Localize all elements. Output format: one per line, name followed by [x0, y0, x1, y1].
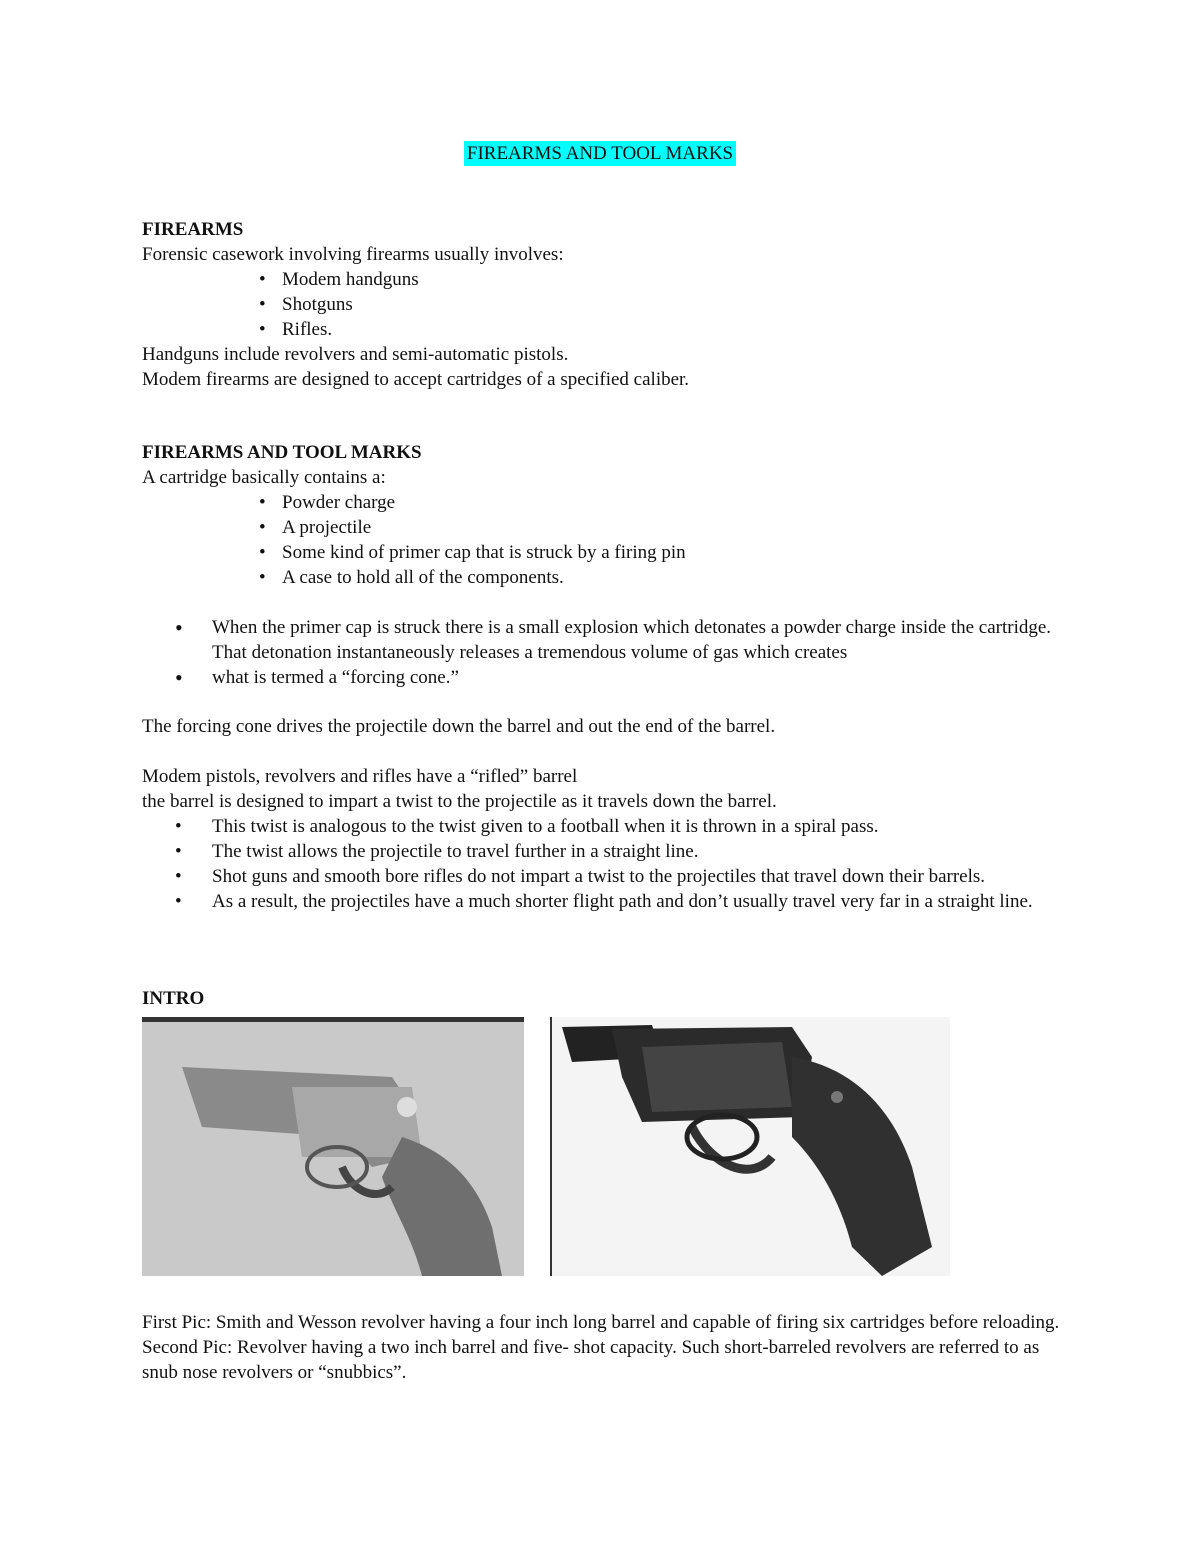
paragraph: The forcing cone drives the projectile down the barrel and out the end of the barrel.	[142, 716, 776, 737]
list-item: • Some kind of primer cap that is struck by a firing pin	[142, 540, 1062, 565]
paragraph: Modem pistols, revolvers and rifles have a “rifled” barrel	[142, 766, 578, 787]
list-item: • A projectile	[142, 515, 1062, 540]
list-item: • As a result, the projectiles have a much shorter flight path and don’t usually travel very far in a straight line.	[142, 889, 1042, 914]
paragraph-forcing	[142, 714, 1062, 739]
list-item: • Powder charge	[142, 490, 1062, 515]
bullet-list	[142, 490, 1062, 590]
list-item: • Shot guns and smooth bore rifles do not impart a twist to the projectiles that travel down their barrels.	[142, 864, 1042, 889]
image-caption: First Pic: Smith and Wesson revolver having a four inch long barrel and capable of firing six cartridges before reloading. Second Pic: Revolver having a two inch barrel and five- shot capacity. Such short-barreled revolvers are referred to as snub nose revolvers or “snubbics”.	[142, 1312, 1060, 1383]
bullet-list	[142, 814, 1062, 914]
rifled-section	[142, 764, 1062, 914]
paragraph: Modem firearms are designed to accept cartridges of a specified caliber.	[142, 369, 690, 390]
section-intro	[142, 986, 1062, 1011]
section-firearms	[142, 217, 1062, 392]
paragraph: A cartridge basically contains a:	[142, 467, 386, 488]
list-item: • Rifles.	[142, 317, 1062, 342]
paragraph: Handguns include revolvers and semi-automatic pistols.	[142, 344, 569, 365]
list-item: • what is termed a “forcing cone.”	[142, 665, 1062, 690]
page-title: FIREARMS AND TOOL MARKS	[464, 141, 736, 166]
bullet-list	[142, 267, 1062, 342]
section-heading: INTRO	[142, 988, 205, 1009]
paragraph: Forensic casework involving firearms usually involves:	[142, 244, 564, 265]
revolver-image-1	[142, 1017, 524, 1276]
bullet-list	[142, 615, 1062, 690]
revolver-photo-1	[142, 1017, 524, 1276]
section-heading: FIREARMS AND TOOL MARKS	[142, 442, 422, 463]
title-container	[0, 141, 1200, 166]
list-item: • The twist allows the projectile to travel further in a straight line.	[142, 839, 1062, 864]
list-item: • This twist is analogous to the twist given to a football when it is thrown in a spiral pass.	[142, 814, 1062, 839]
section-heading: FIREARMS	[142, 219, 244, 240]
list-item: • Modem handguns	[142, 267, 1062, 292]
section-tool-marks	[142, 440, 1062, 590]
list-item: • Shotguns	[142, 292, 1062, 317]
list-item: • A case to hold all of the components.	[142, 565, 1062, 590]
primer-bullets	[142, 615, 1062, 690]
paragraph: the barrel is designed to impart a twist to the projectile as it travels down the barrel.	[142, 791, 777, 812]
revolver-image-2	[552, 1017, 950, 1276]
revolver-photo-2	[550, 1017, 950, 1276]
list-item: • When the primer cap is struck there is a small explosion which detonates a powder charge inside the cartridge. That detonation instantaneously releases a tremendous volume of gas which creates	[142, 615, 1062, 665]
